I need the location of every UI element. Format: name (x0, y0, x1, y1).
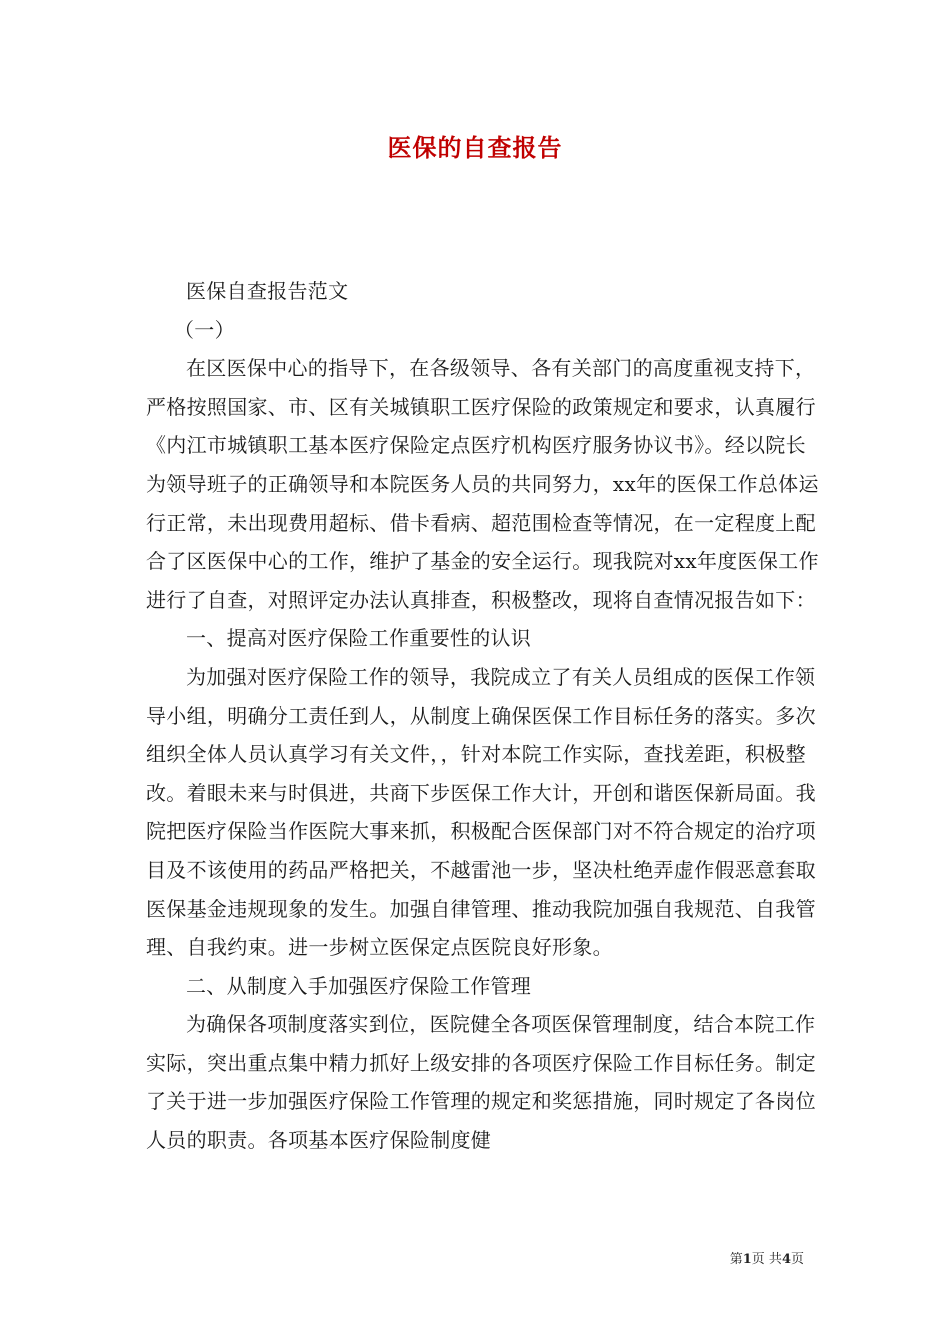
paragraph-section-number: （一） (174, 317, 235, 342)
paragraph-section-two-heading: 二、从制度入手加强医疗保险工作管理 (186, 973, 532, 998)
paragraph-section-two-body: 为确保各项制度落实到位，医院健全各项医保管理制度，结合本院工作实际，突出重点集中精力抓好上级安排的各项医疗保险工作目标任务。制定了关于进一步加强医疗保险工作管理的规定和奖惩措施，同时规定了各岗位人员的职责。各项基本医疗保险制度健 (146, 1012, 816, 1153)
paragraph-heading: 医保自查报告范文 (186, 279, 349, 303)
document-title: 医保的自查报告 (387, 133, 563, 162)
paragraph-section-one-heading: 一、提高对医疗保险工作重要性的认识 (186, 626, 532, 651)
document-body (146, 272, 824, 1160)
paragraph-intro: 在区医保中心的指导下，在各级领导、各有关部门的高度重视支持下，严格按照国家、市、区有关城镇职工医疗保险的政策规定和要求，认真履行《内江市城镇职工基本医疗保险定点医疗机构医疗服务协议书》。经以院长为领导班子的正确领导和本院医务人员的共同努力，xx年的医保工作总体运行正常，未出现费用超标、借卡看病、超范围检查等情况，在一定程度上配合了区医保中心的工作，维护了基金的安全运行。现我院对xx年度医保工作进行了自查，对照评定办法认真排查，积极整改，现将自查情况报告如下： (146, 356, 819, 612)
footer-total-pages: 4 (781, 1252, 791, 1267)
footer-prefix: 第 (729, 1252, 743, 1267)
footer-suffix: 页 (790, 1252, 804, 1267)
footer-page-number: 1 (742, 1252, 752, 1267)
paragraph-section-one-body: 为加强对医疗保险工作的领导，我院成立了有关人员组成的医保工作领导小组，明确分工责任到人，从制度上确保医保工作目标任务的落实。多次组织全体人员认真学习有关文件，，针对本院工作实际，查找差距，积极整改。着眼未来与时俱进，共商下步医保工作大计，开创和谐医保新局面。我院把医疗保险当作医院大事来抓，积极配合医保部门对不符合规定的治疗项目及不该使用的药品严格把关，不越雷池一步，坚决杜绝弄虚作假恶意套取医保基金违规现象的发生。加强自律管理、推动我院加强自我规范、自我管理、自我约束。进一步树立医保定点医院良好形象。 (146, 664, 816, 960)
footer-middle: 页 共 (751, 1252, 782, 1267)
page-footer (730, 1248, 804, 1267)
